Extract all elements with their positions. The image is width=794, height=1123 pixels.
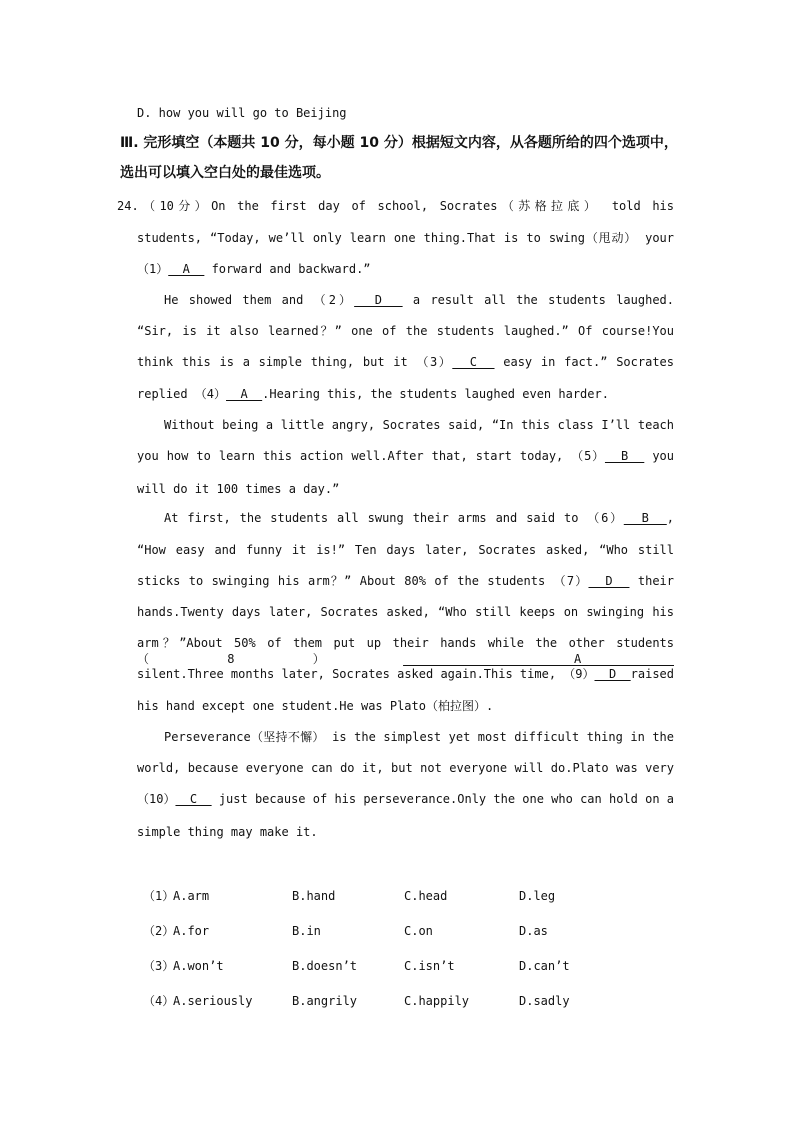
option-choice: B.doesn’t xyxy=(292,959,358,973)
passage-line xyxy=(164,417,674,433)
passage-text: will do it 100 times a day.” xyxy=(137,482,340,496)
passage-text: replied （4） xyxy=(137,387,227,401)
passage-text: his hand except one student.He was Plato（柏拉图）. xyxy=(137,699,494,713)
section-instruction: 选出可以填入空白处的最佳选项。 xyxy=(120,165,330,181)
passage-text: , xyxy=(666,511,674,525)
answer-blank: D xyxy=(588,574,630,588)
passage-line xyxy=(164,729,674,745)
option-choice: B.in xyxy=(292,924,321,938)
passage-text: （1） xyxy=(137,262,169,276)
option-choice: B.hand xyxy=(292,889,336,903)
passage-text: At first, the students all swung their arms and said to （6） xyxy=(164,511,624,525)
answer-blank: B xyxy=(604,449,645,463)
option-choice: C.on xyxy=(404,924,433,938)
passage-line xyxy=(137,791,674,807)
passage-line xyxy=(137,230,674,246)
option-number: （2） xyxy=(143,924,175,938)
passage-text: .Hearing this, the students laughed even harder. xyxy=(262,387,609,401)
passage-text: their xyxy=(629,574,675,588)
answer-blank: D xyxy=(354,293,403,307)
question-points: （10分） xyxy=(138,199,212,213)
passage-line xyxy=(137,573,674,589)
passage-text: students, “Today, we’ll only learn one thing.That is to swing（甩动） your xyxy=(137,231,674,245)
passage-line xyxy=(137,354,674,370)
passage-text: you how to learn this action well.After that, start today, （5） xyxy=(137,449,605,463)
answer-blank: D xyxy=(594,667,631,681)
passage-text: sticks to swinging his arm？” About 80% of the students （7） xyxy=(137,574,589,588)
passage-line xyxy=(137,323,674,339)
section-heading: Ⅲ. 完形填空（本题共 10 分，每小题 10 分）根据短文内容，从各题所给的四个选项中， xyxy=(120,135,678,151)
passage-line xyxy=(137,666,674,682)
passage-text: just because of his perseverance.Only the one who can hold on a xyxy=(211,792,675,806)
passage-line xyxy=(164,292,674,308)
option-number: （3） xyxy=(143,959,175,973)
answer-blank: C xyxy=(452,355,495,369)
option-choice: C.head xyxy=(404,889,448,903)
option-choice: A.seriously xyxy=(173,994,253,1008)
passage-line xyxy=(137,448,674,464)
option-choice: D.leg xyxy=(519,889,556,903)
passage-text: think this is a simple thing, but it （3） xyxy=(137,355,453,369)
passage-text: Without being a little angry, Socrates said, “In this class I’ll teach xyxy=(164,418,674,432)
passage-line xyxy=(137,824,674,840)
option-choice: A.arm xyxy=(173,889,210,903)
previous-option-d: D. how you will go to Beijing xyxy=(137,106,347,120)
passage-line xyxy=(137,386,674,402)
answer-blank: A xyxy=(168,262,205,276)
passage-text: “Sir, is it also learned？” one of the students laughed.” Of course!You xyxy=(137,324,674,338)
passage-text: simple thing may make it. xyxy=(137,825,318,839)
passage-line xyxy=(137,481,674,497)
option-choice: D.as xyxy=(519,924,548,938)
passage-line xyxy=(137,604,674,620)
passage-line xyxy=(164,510,674,526)
passage-text: hands.Twenty days later, Socrates asked, “Who still keeps on swinging his xyxy=(137,605,674,619)
passage-text: On the first day of school, Socrates（苏格拉底） told his xyxy=(211,199,674,213)
option-choice: C.isn’t xyxy=(404,959,455,973)
passage-line xyxy=(137,261,674,277)
answer-blank: C xyxy=(175,792,212,806)
answer-blank: A xyxy=(403,652,674,666)
passage-line xyxy=(137,635,674,667)
option-number: （1） xyxy=(143,889,175,903)
passage-text: raised xyxy=(630,667,674,681)
option-choice: A.for xyxy=(173,924,210,938)
option-choice: A.won’t xyxy=(173,959,224,973)
passage-text: a result all the students laughed. xyxy=(402,293,675,307)
passage-text: you xyxy=(644,449,674,463)
passage-text: world, because everyone can do it, but not everyone will do.Plato was very xyxy=(137,761,674,775)
option-choice: C.happily xyxy=(404,994,470,1008)
passage-text: arm？”About 50% of them put up their hands while the other students（8） xyxy=(137,636,674,666)
option-number: （4） xyxy=(143,994,175,1008)
passage-text: He showed them and （2） xyxy=(164,293,355,307)
passage-line xyxy=(137,542,674,558)
option-choice: D.sadly xyxy=(519,994,570,1008)
question-number: 24. xyxy=(117,199,139,213)
option-choice: B.angrily xyxy=(292,994,358,1008)
passage-line xyxy=(137,760,674,776)
passage-text: （10） xyxy=(137,792,176,806)
passage-text: Perseverance（坚持不懈） is the simplest yet most difficult thing in the xyxy=(164,730,674,744)
answer-blank: A xyxy=(226,387,263,401)
option-choice: D.can’t xyxy=(519,959,570,973)
passage-text: forward and backward.” xyxy=(204,262,371,276)
passage-text: “How easy and funny it is!” Ten days later, Socrates asked, “Who still xyxy=(137,543,674,557)
passage-text: easy in fact.” Socrates xyxy=(494,355,674,369)
passage-line xyxy=(137,698,674,714)
passage-text: silent.Three months later, Socrates asked again.This time, （9） xyxy=(137,667,595,681)
answer-blank: B xyxy=(623,511,667,525)
passage-line xyxy=(117,198,674,214)
